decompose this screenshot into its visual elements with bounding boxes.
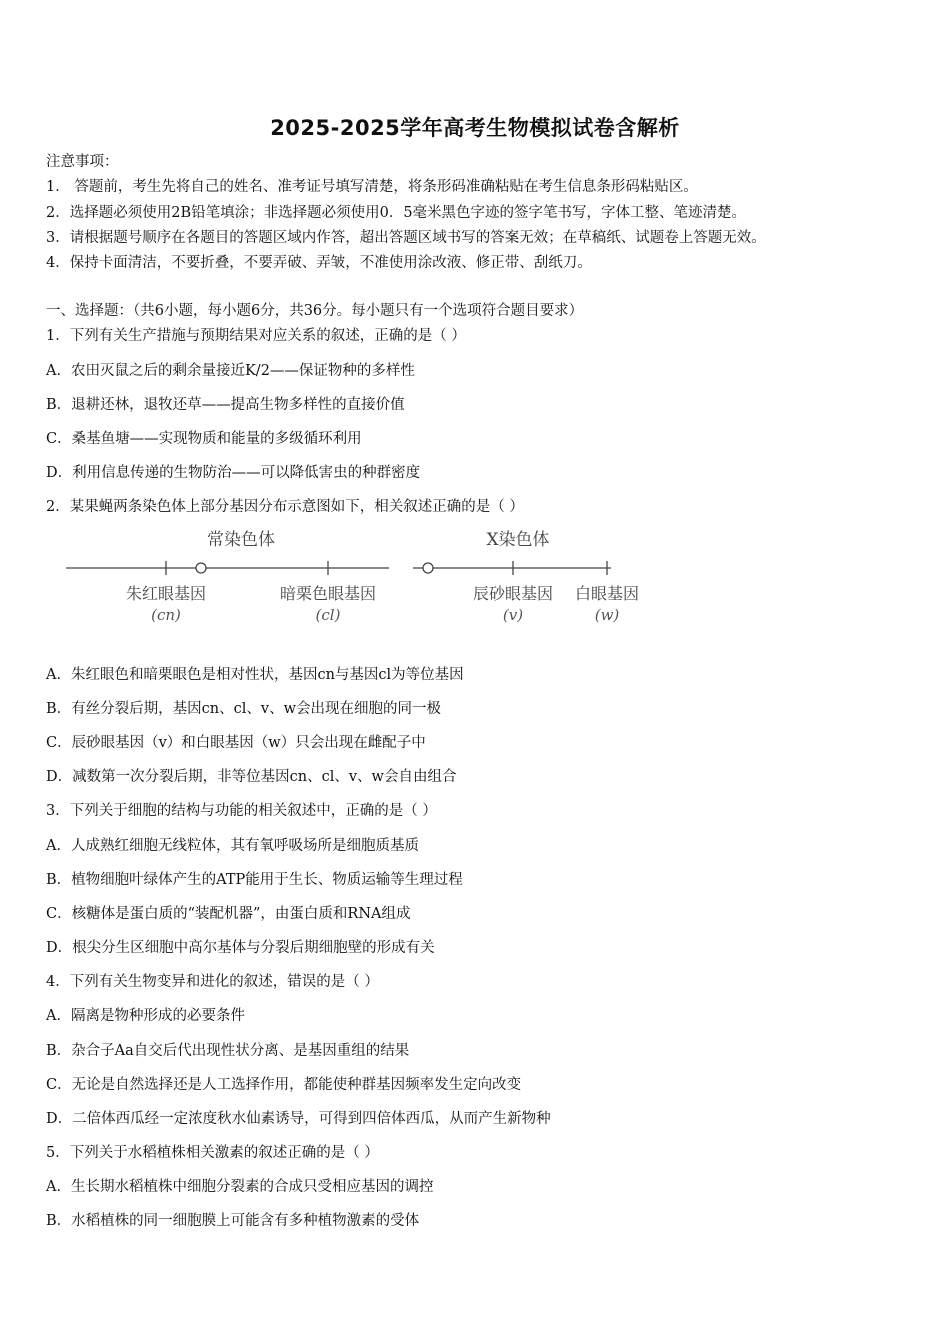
centromere-autosome	[196, 563, 206, 573]
gene-label-v: 辰砂眼基因	[472, 584, 554, 603]
option-b: B．退耕还林，退牧还草——提高生物多样性的直接价值	[46, 397, 405, 413]
section-header: 一、选择题：（共6小题，每小题6分，共36分。每小题只有一个选项符合题目要求）	[46, 303, 584, 319]
gene-label-cn: 朱红眼基因	[125, 584, 207, 603]
option-d: D．二倍体西瓜经一定浓度秋水仙素诱导，可得到四倍体西瓜，从而产生新物种	[46, 1111, 551, 1127]
option-b: B．植物细胞叶绿体产生的ATP能用于生长、物质运输等生理过程	[46, 872, 463, 888]
option-b: B．杂合子Aa自交后代出现性状分离、是基因重组的结果	[46, 1043, 410, 1059]
option-a: A．朱红眼色和暗栗眼色是相对性状，基因cn与基因cl为等位基因	[46, 667, 464, 683]
notice-item: 2．选择题必须使用2B铅笔填涂；非选择题必须使用0．5毫米黑色字迹的签字笔书写，字体工整、笔迹清楚。	[46, 205, 747, 221]
page-title: 2025-2025学年高考生物模拟试卷含解析	[270, 116, 680, 140]
gene-symbol-w: (w)	[594, 606, 620, 624]
autosome-label: 常染色体	[207, 530, 275, 550]
gene-symbol-v: (v)	[502, 606, 524, 624]
question-stem: 5．下列关于水稻植株相关激素的叙述正确的是（ ）	[46, 1145, 379, 1161]
notice-heading: 注意事项：	[46, 154, 119, 170]
gene-label-w: 白眼基因	[574, 584, 640, 603]
notice-item: 3．请根据题号顺序在各题目的答题区域内作答，超出答题区域书写的答案无效；在草稿纸、试题卷上答题无效。	[46, 230, 766, 246]
option-c: C．核糖体是蛋白质的“装配机器”，由蛋白质和RNA组成	[46, 906, 411, 922]
option-a: A．隔离是物种形成的必要条件	[46, 1008, 245, 1024]
option-c: C．无论是自然选择还是人工选择作用，都能使种群基因频率发生定向改变	[46, 1077, 522, 1093]
chromosome-diagram	[66, 527, 651, 627]
notice-item: 4．保持卡面清洁，不要折叠，不要弄破、弄皱，不准使用涂改液、修正带、刮纸刀。	[46, 255, 592, 271]
question-stem: 2．某果蝇两条染色体上部分基因分布示意图如下，相关叙述正确的是（ ）	[46, 499, 524, 515]
chromosome-figure	[66, 527, 651, 627]
option-d: D．减数第一次分裂后期，非等位基因cn、cl、v、w会自由组合	[46, 769, 457, 785]
option-a: A．人成熟红细胞无线粒体，其有氧呼吸场所是细胞质基质	[46, 838, 419, 854]
option-c: C．辰砂眼基因（v）和白眼基因（w）只会出现在雌配子中	[46, 735, 426, 751]
option-b: B．水稻植株的同一细胞膜上可能含有多种植物激素的受体	[46, 1213, 420, 1229]
centromere-x	[423, 563, 433, 573]
option-b: B．有丝分裂后期，基因cn、cl、v、w会出现在细胞的同一极	[46, 701, 441, 717]
question-stem: 1．下列有关生产措施与预期结果对应关系的叙述，正确的是（ ）	[46, 328, 466, 344]
option-c: C．桑基鱼塘——实现物质和能量的多级循环利用	[46, 431, 362, 447]
gene-symbol-cn: (cn)	[151, 606, 181, 624]
gene-label-cl: 暗栗色眼基因	[279, 584, 377, 603]
option-d: D．根尖分生区细胞中高尔基体与分裂后期细胞壁的形成有关	[46, 940, 435, 956]
option-a: A．生长期水稻植株中细胞分裂素的合成只受相应基因的调控	[46, 1179, 434, 1195]
notice-item: 1． 答题前，考生先将自己的姓名、准考证号填写清楚，将条形码准确粘贴在考生信息条形码粘贴区。	[46, 179, 698, 195]
gene-symbol-cl: (cl)	[315, 606, 341, 624]
question-stem: 4．下列有关生物变异和进化的叙述，错误的是（ ）	[46, 974, 379, 990]
question-stem: 3．下列关于细胞的结构与功能的相关叙述中，正确的是（ ）	[46, 803, 437, 819]
option-d: D．利用信息传递的生物防治——可以降低害虫的种群密度	[46, 465, 421, 481]
x-chromosome-label: X染色体	[486, 530, 550, 550]
option-a: A．农田灭鼠之后的剩余量接近K/2——保证物种的多样性	[46, 363, 415, 379]
